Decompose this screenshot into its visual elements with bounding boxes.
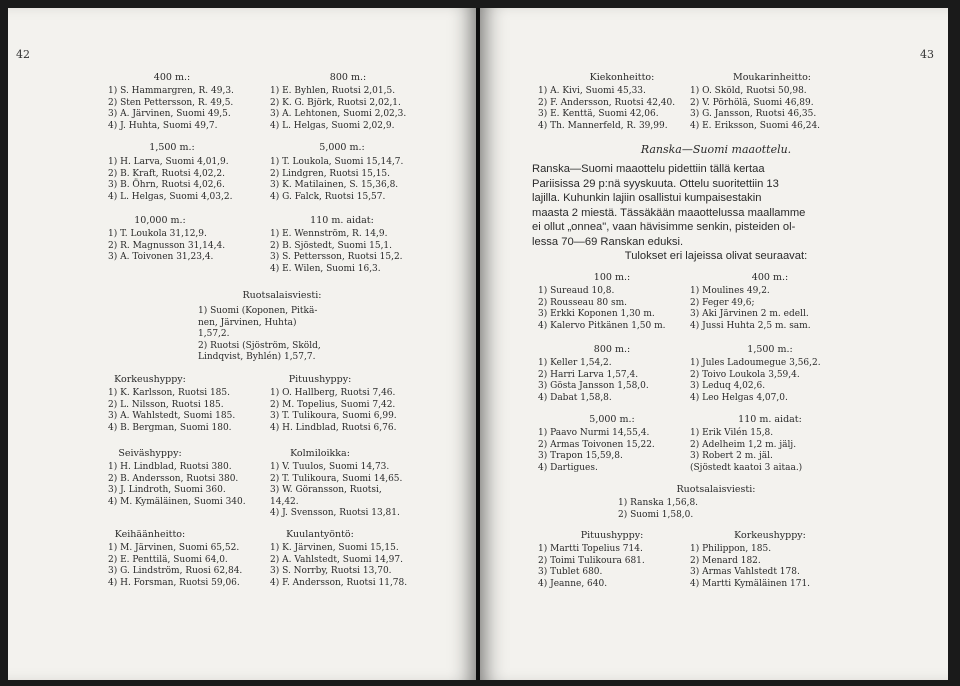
result-list <box>690 544 810 590</box>
result-line: 1) Jules Ladoumegue 3,56,2. <box>690 358 821 368</box>
result-list <box>690 428 802 474</box>
result-line: 1) T. Loukola 31,12,9. <box>108 229 207 239</box>
result-list <box>108 157 232 203</box>
result-line: 3) Aki Järvinen 2 m. edell. <box>690 309 809 320</box>
result-line: 4) Dartigues. <box>538 462 598 473</box>
result-list <box>270 86 406 132</box>
result-line: 2) Adelheim 1,2 m. jälj. <box>690 439 797 450</box>
result-line: 1,57,2. <box>198 329 230 340</box>
result-line: 3) W. Göransson, Ruotsi, <box>270 485 382 496</box>
result-list <box>538 544 645 590</box>
result-line: 3) G. Jansson, Ruotsi 46,35. <box>690 109 817 120</box>
result-line: 4) Th. Mannerfeld, R. 39,99. <box>538 120 668 131</box>
result-line: nen, Järvinen, Huhta) <box>198 317 297 328</box>
result-line: 2) Lindgren, Ruotsi 15,15. <box>270 168 391 179</box>
section-heading: Pituushyppy: <box>288 374 352 385</box>
result-line: 3) Leduq 4,02,6. <box>690 381 766 392</box>
result-line: 4) J. Svensson, Ruotsi 13,81. <box>270 508 400 519</box>
paragraph-line: lajilla. Kuhunkin lajiin osallistui kumpaisestakin <box>532 192 762 205</box>
result-list <box>108 86 234 132</box>
paragraph-line: maasta 2 miestä. Tässäkään maaottelussa maallamme <box>532 206 806 219</box>
section-heading: 1,500 m.: <box>149 142 195 153</box>
result-line: 1) Moulines 49,2. <box>690 286 770 296</box>
paragraph-line: Ranska—Suomi maaottelu pidettiin tällä kertaa <box>532 163 765 175</box>
result-line: 4) F. Andersson, Ruotsi 11,78. <box>270 577 408 588</box>
result-line: 3) Armas Vahlstedt 178. <box>690 567 800 578</box>
result-line: 2) A. Vahlstedt, Suomi 14,97. <box>270 554 403 565</box>
result-list <box>690 286 811 332</box>
section-heading: Korkeushyppy: <box>114 374 186 385</box>
result-line: 3) G. Lindström, Ruosi 62,84. <box>108 566 243 577</box>
result-line: 1) Ranska 1,56,8. <box>618 498 699 508</box>
result-list <box>108 388 235 434</box>
result-line: 1) Paavo Nurmi 14,55,4. <box>538 428 650 438</box>
result-line: 3) J. Lindroth, Suomi 360. <box>108 485 226 496</box>
result-line: 2) Ruotsi (Sjöström, Sköld, <box>198 340 321 351</box>
result-line: 3) A. Wahlstedt, Suomi 185. <box>108 411 236 422</box>
result-line: 3) S. Norrby, Ruotsi 13,70. <box>270 566 392 577</box>
result-line: 2) V. Pörhölä, Suomi 46,89. <box>690 97 814 108</box>
result-line: 1) Keller 1,54,2. <box>538 358 612 368</box>
result-line: 3) A. Lehtonen, Suomi 2,02,3. <box>270 109 407 120</box>
result-line: 2) F. Andersson, Ruotsi 42,40. <box>538 97 676 108</box>
result-line: 3) Robert 2 m. jäl. <box>690 451 773 462</box>
result-line: 4) L. Helgas, Suomi 2,02,9. <box>270 120 395 131</box>
result-list <box>108 543 242 589</box>
result-line: 1) Erik Vilén 15,8. <box>690 428 774 438</box>
result-line: 1) V. Tuulos, Suomi 14,73. <box>270 462 390 472</box>
section-heading: 800 m.: <box>329 72 367 83</box>
result-list <box>690 86 820 132</box>
result-list <box>198 306 321 364</box>
section-heading: 110 m. aidat: <box>310 215 374 226</box>
result-line: 1) O. Hallberg, Ruotsi 7,46. <box>270 388 396 398</box>
result-line: 1) T. Loukola, Suomi 15,14,7. <box>270 157 404 167</box>
result-line: 2) Sten Pettersson, R. 49,5. <box>108 97 234 108</box>
result-list <box>538 358 649 404</box>
result-line: 4) B. Bergman, Suomi 180. <box>108 422 232 433</box>
section-heading: Pituushyppy: <box>580 530 644 541</box>
result-line: 3) A. Järvinen, Suomi 49,5. <box>108 109 231 120</box>
section-heading: Ruotsalaisviesti: <box>676 484 756 495</box>
result-line: 1) Philippon, 185. <box>690 544 772 554</box>
result-line: 3) Tublet 680. <box>538 567 603 578</box>
result-list <box>270 388 397 434</box>
result-list <box>270 462 402 520</box>
result-line: 3) Erkki Koponen 1,30 m. <box>538 309 655 320</box>
result-line: 1) K. Järvinen, Suomi 15,15. <box>270 543 399 553</box>
result-line: 1) A. Kivi, Suomi 45,33. <box>538 86 646 96</box>
result-line: 1) E. Wennström, R. 14,9. <box>270 229 388 239</box>
result-line: 3) Trapon 15,59,8. <box>538 451 623 462</box>
result-line: 2) Armas Toivonen 15,22. <box>538 439 655 450</box>
paragraph-line: Pariisissa 29 p:nä syyskuuta. Ottelu suoritettiin 13 <box>532 177 779 190</box>
result-line: 4) E. Eriksson, Suomi 46,24. <box>690 120 821 131</box>
result-line: 4) H. Forsman, Ruotsi 59,06. <box>108 577 240 588</box>
result-list <box>618 498 698 521</box>
result-line: 1) M. Järvinen, Suomi 65,52. <box>108 543 240 553</box>
result-line: 2) M. Topelius, Suomi 7,42. <box>270 399 396 410</box>
section-heading: 800 m.: <box>593 344 631 355</box>
result-line: 2) E. Penttilä, Suomi 64,0. <box>108 554 228 565</box>
section-heading: 110 m. aidat: <box>738 414 802 425</box>
article-title: Ranska—Suomi maaottelu. <box>640 143 792 156</box>
result-line: 1) Suomi (Koponen, Pitkä- <box>198 306 318 316</box>
result-line: (Sjöstedt kaatoi 3 aitaa.) <box>690 462 803 473</box>
result-list <box>538 428 655 474</box>
result-line: 4) Dabat 1,58,8. <box>538 392 612 403</box>
result-line: 1) Martti Topelius 714. <box>538 544 643 554</box>
article-paragraph <box>532 162 805 250</box>
result-list <box>108 462 246 508</box>
result-list <box>538 86 675 132</box>
result-line: 1) H. Larva, Suomi 4,01,9. <box>108 157 229 167</box>
section-heading: 1,500 m.: <box>747 344 793 355</box>
result-line: 2) K. G. Björk, Ruotsi 2,02,1. <box>270 97 401 108</box>
result-line: 1) S. Hammargren, R. 49,3. <box>108 86 234 96</box>
paragraph-line: ei ollut „onnea", vaan hävisimme senkin, pisteiden ol- <box>532 221 796 234</box>
result-line: Lindqvist, Byhlén) 1,57,7. <box>198 352 316 363</box>
result-line: 4) Jeanne, 640. <box>538 578 608 589</box>
section-heading: 400 m.: <box>751 272 789 283</box>
result-line: 4) E. Wilen, Suomi 16,3. <box>270 263 381 274</box>
result-line: 2) Menard 182. <box>690 555 761 566</box>
section-heading: Korkeushyppy: <box>734 530 806 541</box>
section-heading: 400 m.: <box>153 72 191 83</box>
result-list <box>270 157 403 203</box>
section-heading: Kolmiloikka: <box>290 448 350 459</box>
section-heading: Seiväshyppy: <box>118 448 182 459</box>
section-heading: Ruotsalaisviesti: <box>242 290 322 301</box>
section-heading: 100 m.: <box>593 272 631 283</box>
section-heading: Moukarinheitto: <box>732 72 812 83</box>
result-line: 2) Feger 49,6; <box>690 297 755 308</box>
result-line: 4) M. Kymäläinen, Suomi 340. <box>108 496 246 507</box>
result-line: 1) H. Lindblad, Ruotsi 380. <box>108 462 232 472</box>
section-heading: Kuulantyöntö: <box>286 529 354 540</box>
result-line: 4) Leo Helgas 4,07,0. <box>690 392 788 403</box>
section-heading: 10,000 m.: <box>134 215 186 226</box>
result-line: 1) K. Karlsson, Ruotsi 185. <box>108 388 230 398</box>
result-line: 2) T. Tulikoura, Suomi 14,65. <box>270 473 403 484</box>
section-heading: Keihäänheitto: <box>114 529 186 540</box>
result-line: 2) B. Andersson, Ruotsi 380. <box>108 473 239 484</box>
result-line: 1) Sureaud 10,8. <box>538 286 615 296</box>
result-list <box>538 286 666 332</box>
result-line: 14,42. <box>270 496 299 507</box>
result-line: 2) Toivo Loukola 3,59,4. <box>690 369 800 380</box>
section-heading: Kiekonheitto: <box>589 72 655 83</box>
result-line: 2) L. Nilsson, Ruotsi 185. <box>108 399 224 410</box>
result-line: 2) R. Magnusson 31,14,4. <box>108 240 226 251</box>
result-line: 2) Toimi Tulikoura 681. <box>538 555 645 566</box>
result-line: 2) Harri Larva 1,57,4. <box>538 369 639 380</box>
result-line: 1) E. Byhlen, Ruotsi 2,01,5. <box>270 86 396 96</box>
result-line: 3) E. Kenttä, Suomi 42,06. <box>538 109 659 120</box>
result-list <box>108 229 225 264</box>
result-list <box>270 229 403 275</box>
result-line: 2) Rousseau 80 sm. <box>538 297 628 308</box>
result-line: 2) B. Kraft, Ruotsi 4,02,2. <box>108 168 225 179</box>
result-line: 1) O. Sköld, Ruotsi 50,98. <box>690 86 807 96</box>
result-line: 2) Suomi 1,58,0. <box>618 509 694 520</box>
result-line: 3) Gösta Jansson 1,58,0. <box>538 381 649 392</box>
paragraph-line: lessa 70—69 Ranskan eduksi. <box>532 235 684 248</box>
result-line: 3) A. Toivonen 31,23,4. <box>108 252 214 263</box>
page-number: 42 <box>16 48 30 61</box>
result-list <box>270 543 407 589</box>
result-line: 3) S. Pettersson, Ruotsi 15,2. <box>270 252 403 263</box>
result-line: 4) Martti Kymäläinen 171. <box>690 578 811 589</box>
result-line: 3) K. Matilainen, S. 15,36,8. <box>270 180 399 191</box>
result-line: 4) J. Huhta, Suomi 49,7. <box>108 120 218 131</box>
result-line: 3) T. Tulikoura, Suomi 6,99. <box>270 411 397 422</box>
result-line: 4) H. Lindblad, Ruotsi 6,76. <box>270 422 397 433</box>
book-gutter <box>476 8 480 680</box>
result-line: 2) B. Sjöstedt, Suomi 15,1. <box>270 240 393 251</box>
section-heading: 5,000 m.: <box>589 414 635 425</box>
result-line: 4) G. Falck, Ruotsi 15,57. <box>270 191 386 202</box>
result-line: 4) Jussi Huhta 2,5 m. sam. <box>690 320 811 331</box>
result-line: 4) Kalervo Pitkänen 1,50 m. <box>538 320 666 331</box>
page-number: 43 <box>920 48 934 61</box>
result-line: 4) L. Helgas, Suomi 4,03,2. <box>108 191 233 202</box>
result-line: 3) B. Öhrn, Ruotsi 4,02,6. <box>108 180 225 191</box>
result-list <box>690 358 821 404</box>
section-heading: 5,000 m.: <box>319 142 365 153</box>
results-intro: Tulokset eri lajeissa olivat seuraavat: <box>624 250 808 262</box>
